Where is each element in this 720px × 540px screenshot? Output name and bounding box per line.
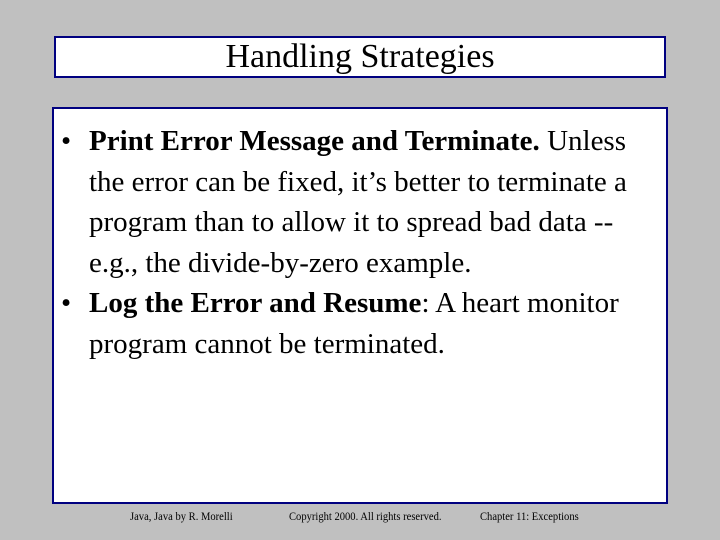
footer xyxy=(0,509,720,523)
bullet-heading-terminate: Print Error Message and Terminate. xyxy=(89,125,540,157)
footer-author: Java, Java by R. Morelli xyxy=(130,509,233,523)
bullet-icon: • xyxy=(61,125,72,157)
bullet-item-log-resume xyxy=(54,283,666,364)
bullet-heading-log-resume: Log the Error and Resume xyxy=(89,287,422,319)
bullet-list xyxy=(54,121,666,364)
content-box xyxy=(52,107,668,504)
title-box xyxy=(54,36,666,78)
footer-copyright: Copyright 2000. All rights reserved. xyxy=(289,509,442,523)
bullet-text-log-resume: : A heart monitor program cannot be terminated. xyxy=(89,287,619,360)
bullet-item-terminate xyxy=(54,121,666,283)
bullet-text-terminate: Unless the error can be fixed, it’s better to terminate a program than to allow it to spread bad data -- e.g., the divide-by-zero example. xyxy=(89,125,627,279)
slide-title: Handling Strategies xyxy=(225,38,495,75)
footer-chapter: Chapter 11: Exceptions xyxy=(480,509,579,523)
bullet-icon: • xyxy=(61,287,72,319)
